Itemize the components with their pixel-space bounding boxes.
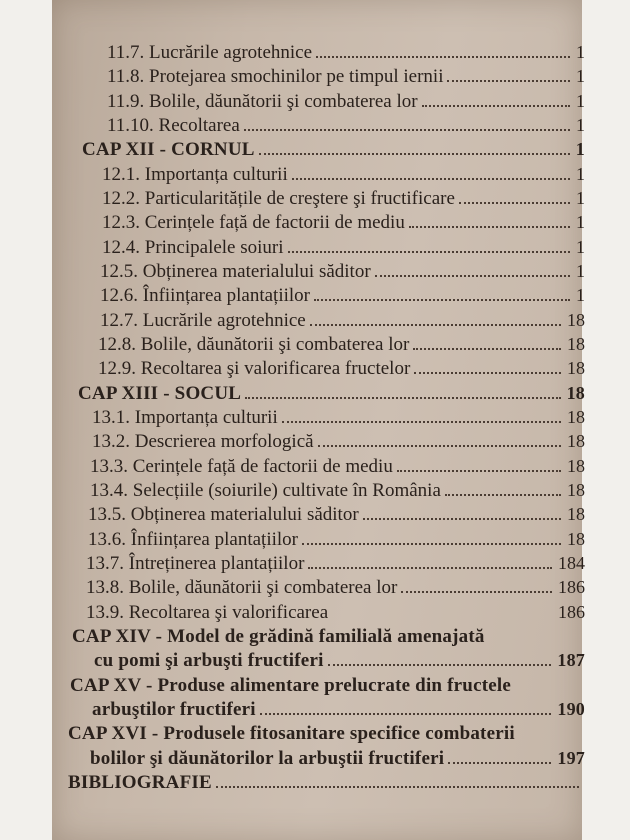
toc-entry-title: 13.7. Întreținerea plantațiilor	[86, 553, 305, 574]
toc-entry	[102, 237, 585, 259]
toc-entry	[86, 602, 585, 624]
toc-leader	[244, 129, 570, 131]
toc-entry-page: 18	[566, 383, 585, 403]
toc-entry	[102, 212, 585, 234]
toc-entry	[92, 407, 585, 429]
toc-leader	[375, 275, 570, 277]
toc-entry-page: 18	[567, 334, 585, 354]
toc-entry-title: 13.8. Bolile, dăunătorii şi combaterea lor	[86, 577, 398, 598]
toc-leader	[409, 226, 570, 228]
toc-entry-page: 18	[567, 407, 585, 427]
book-page	[52, 0, 585, 840]
toc-entry	[107, 42, 585, 64]
toc-entry	[86, 577, 585, 599]
toc-chapter-continuation	[94, 650, 585, 672]
toc-leader	[302, 543, 561, 545]
toc-entry-title: 11.9. Bolile, dăunătorii şi combaterea lor	[107, 91, 418, 112]
toc-leader	[363, 518, 561, 520]
toc-entry-page: 190	[557, 699, 585, 719]
toc-entry	[98, 334, 585, 356]
toc-entry-title: 13.4. Selecțiile (soiurile) cultivate în România	[90, 480, 441, 501]
toc-leader	[316, 56, 570, 58]
toc-leader	[401, 591, 552, 593]
toc-entry-page: 18	[567, 358, 585, 378]
toc-entry	[100, 261, 585, 283]
toc-leader	[314, 299, 570, 301]
toc-entry	[86, 553, 585, 575]
toc-entry-page: 1	[576, 261, 585, 281]
toc-leader	[216, 786, 579, 788]
toc-entry-title: 13.5. Obținerea materialului săditor	[88, 504, 359, 525]
toc-entry	[102, 188, 585, 210]
toc-entry-page: 184	[558, 553, 585, 573]
toc-chapter-title: CAP XII - CORNUL	[82, 139, 255, 160]
toc-leader	[445, 494, 561, 496]
toc-leader	[422, 105, 570, 107]
toc-entry-title: 12.2. Particularitățile de creştere şi fructificare	[102, 188, 455, 209]
toc-leader	[448, 762, 551, 764]
toc-chapter	[68, 723, 585, 745]
toc-entry-page: 1	[576, 115, 585, 135]
toc-entry-title: 12.1. Importanța culturii	[102, 164, 288, 185]
toc-entry-page: 18	[567, 456, 585, 476]
toc-leader	[397, 470, 561, 472]
toc-entry-title: 12.3. Cerințele față de factorii de mediu	[102, 212, 405, 233]
toc-chapter	[82, 139, 585, 161]
toc-entry-title: 13.1. Importanța culturii	[92, 407, 278, 428]
toc-chapter-continuation	[90, 748, 585, 770]
toc-chapter-title: bolilor şi dăunătorilor la arbuştii fructiferi	[90, 748, 445, 769]
toc-entry-page: 18	[567, 480, 585, 500]
toc-entry-page: 186	[558, 577, 585, 597]
toc-entry-page: 1	[576, 66, 585, 86]
toc-entry	[90, 480, 585, 502]
toc-entry-page: 1	[575, 139, 585, 159]
toc-chapter-title: arbuştilor fructiferi	[92, 699, 256, 720]
toc-chapter	[68, 772, 585, 794]
toc-leader	[447, 80, 570, 82]
toc-chapter-title: BIBLIOGRAFIE	[68, 772, 212, 793]
toc-leader	[282, 421, 561, 423]
toc-leader	[288, 251, 570, 253]
toc-entry-title: 11.7. Lucrările agrotehnice	[107, 42, 313, 63]
toc-leader	[413, 348, 561, 350]
toc-entry-title: 13.6. Înființarea plantațiilor	[88, 529, 298, 550]
toc-entry-page: 1	[576, 42, 585, 62]
toc-entry-page: 1	[576, 164, 585, 184]
toc-entry-title: 12.5. Obținerea materialului săditor	[100, 261, 371, 282]
toc-entry	[100, 310, 585, 332]
toc-leader	[308, 567, 552, 569]
toc-leader	[260, 713, 552, 715]
toc-entry	[92, 431, 585, 453]
toc-entry-title: 12.8. Bolile, dăunătorii şi combaterea lor	[98, 334, 410, 355]
toc-entry	[107, 91, 585, 113]
toc-leader	[318, 445, 561, 447]
toc-entry	[88, 529, 585, 551]
toc-entry-title: 12.6. Înființarea plantațiilor	[100, 285, 310, 306]
toc-entry-page: 186	[558, 602, 585, 622]
toc-chapter	[78, 383, 585, 405]
toc-entry-title: 11.10. Recoltarea	[107, 115, 240, 136]
toc-chapter-title: CAP XIV - Model de grădină familială amenajată	[72, 626, 485, 647]
toc-entry-title: 11.8. Protejarea smochinilor pe timpul iernii	[107, 66, 444, 87]
toc-entry-page: 187	[557, 650, 585, 670]
toc-entry	[98, 358, 585, 380]
toc-entry	[88, 504, 585, 526]
toc-entry-page: 18	[567, 529, 585, 549]
toc-leader	[414, 372, 561, 374]
toc-leader	[292, 178, 570, 180]
toc-chapter	[72, 626, 585, 648]
toc-entry-page: 1	[576, 285, 585, 305]
toc-chapter-continuation	[92, 699, 585, 721]
toc-entry-title: 13.9. Recoltarea şi valorificarea	[86, 602, 329, 623]
toc-entry-page: 197	[557, 748, 585, 768]
toc-entry	[90, 456, 585, 478]
toc-entry-page: 18	[567, 504, 585, 524]
toc-entry-title: 12.9. Recoltarea şi valorificarea fructelor	[98, 358, 411, 379]
toc-entry	[107, 115, 585, 137]
toc-entry-page: 1	[576, 212, 585, 232]
toc-entry-page: 1	[576, 237, 585, 257]
toc-entry-title: 12.4. Principalele soiuri	[102, 237, 284, 258]
toc-chapter-title: CAP XIII - SOCUL	[78, 383, 242, 404]
toc-entry-page: 1	[576, 188, 585, 208]
toc-chapter	[70, 675, 585, 697]
toc-chapter-title: CAP XVI - Produsele fitosanitare specifice combaterii	[68, 723, 515, 744]
toc-entry-page: 1	[576, 91, 585, 111]
toc-leader	[459, 202, 570, 204]
toc-leader	[310, 324, 561, 326]
toc-entry	[107, 66, 585, 88]
toc-chapter-title: CAP XV - Produse alimentare prelucrate din fructele	[70, 675, 511, 696]
toc-entry-title: 13.2. Descrierea morfologică	[92, 431, 314, 452]
toc-leader	[259, 153, 570, 155]
toc-entry-title: 13.3. Cerințele față de factorii de mediu	[90, 456, 393, 477]
toc-entry	[102, 164, 585, 186]
toc-leader	[328, 664, 552, 666]
toc-entry-page: 18	[567, 431, 585, 451]
toc-entry-title: 12.7. Lucrările agrotehnice	[100, 310, 306, 331]
table-of-contents	[52, 0, 585, 840]
toc-chapter-title: cu pomi şi arbuşti fructiferi	[94, 650, 324, 671]
toc-entry-page: 18	[567, 310, 585, 330]
toc-leader	[245, 397, 560, 399]
toc-entry	[100, 285, 585, 307]
